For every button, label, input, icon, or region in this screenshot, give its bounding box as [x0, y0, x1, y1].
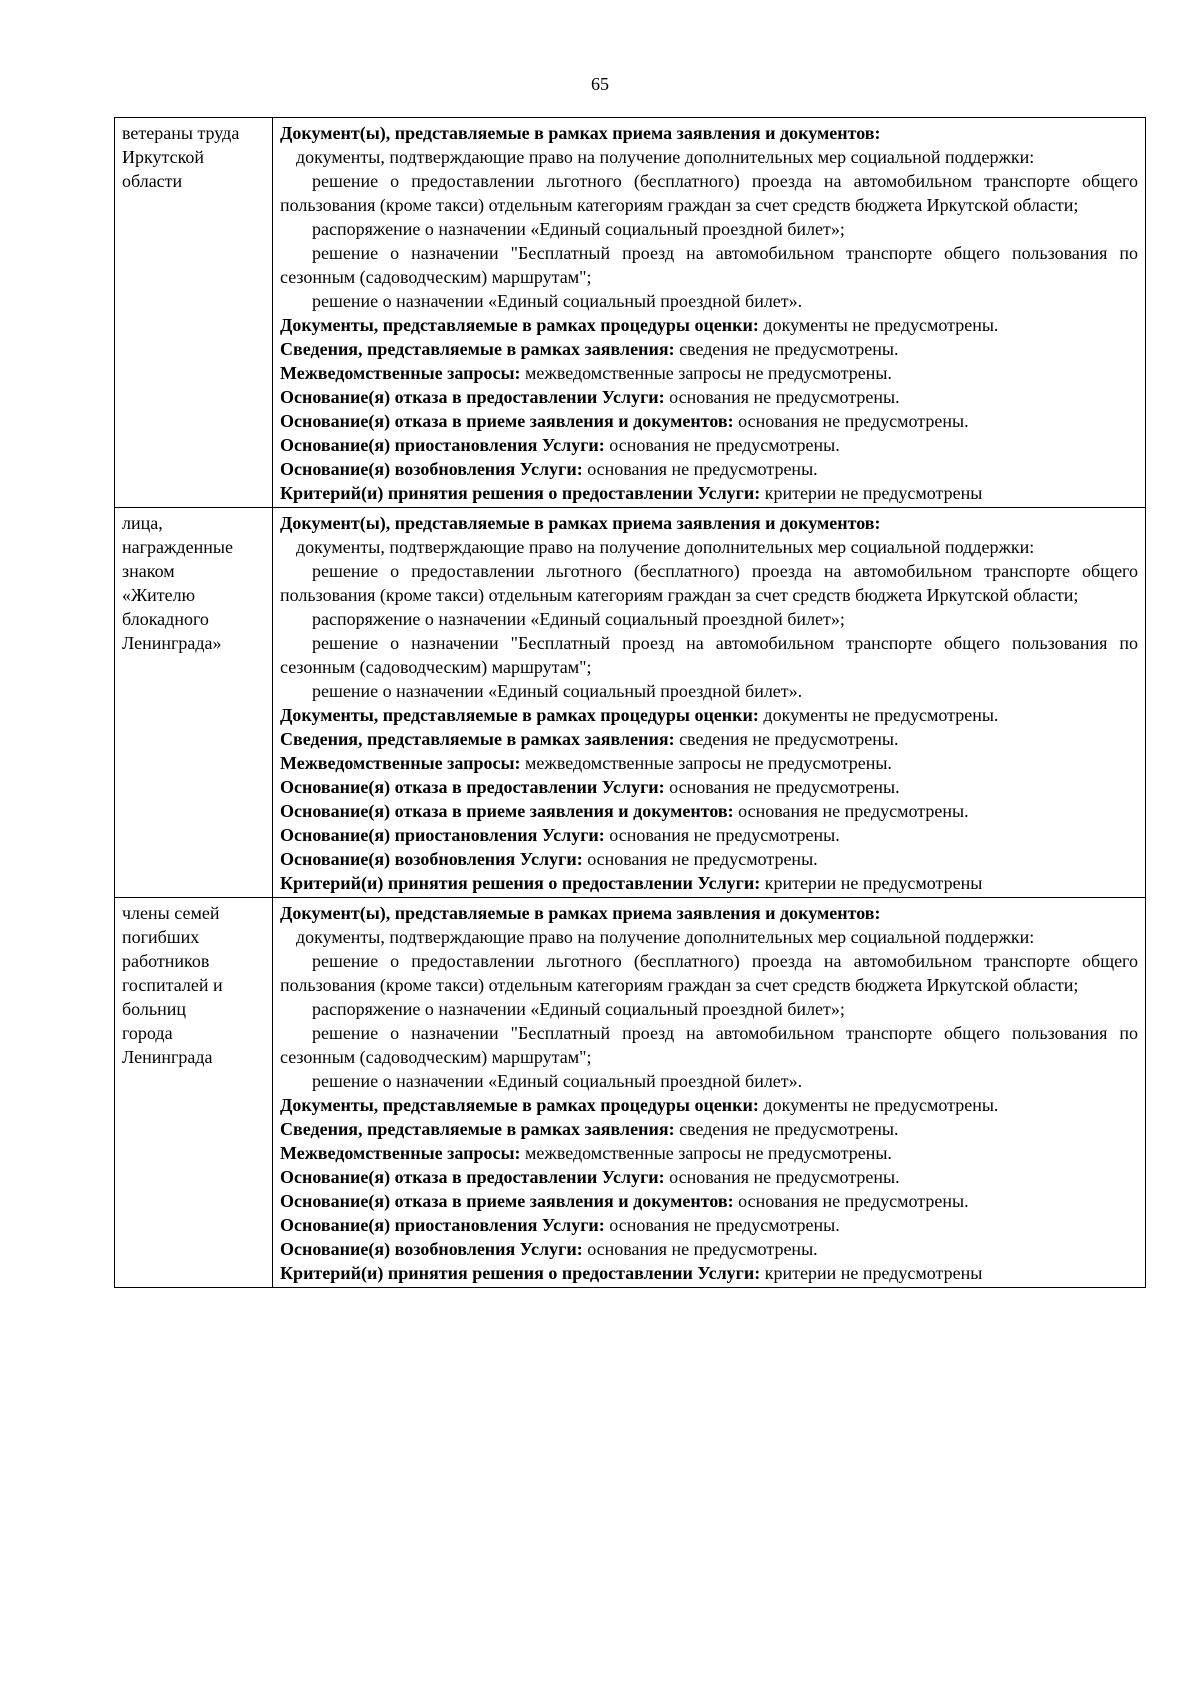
category-line: блокадного	[122, 609, 209, 629]
category-line: области	[122, 171, 183, 191]
field-line	[280, 1189, 1138, 1213]
field-value: сведения не предусмотрены.	[674, 729, 899, 749]
doc-item: решение о предоставлении льготного (бесплатного) проезда на автомобильном транспорте общего пользования (кроме такси) отдельным категориям граждан за счет средств бюджета Иркутской области;	[280, 951, 1138, 995]
field-label: Основание(я) отказа в предоставлении Услуги:	[280, 1167, 665, 1187]
category-cell	[115, 898, 273, 1288]
category-line: ветераны труда	[122, 123, 240, 143]
field-label: Основание(я) отказа в приеме заявления и документов:	[280, 1191, 734, 1211]
doc-item: решение о предоставлении льготного (бесплатного) проезда на автомобильном транспорте общего пользования (кроме такси) отдельным категориям граждан за счет средств бюджета Иркутской области;	[280, 561, 1138, 605]
category-line: члены семей	[122, 903, 220, 923]
field-label: Основание(я) возобновления Услуги:	[280, 459, 583, 479]
table-row	[115, 898, 1146, 1288]
field-line	[280, 409, 1138, 433]
field-line	[280, 433, 1138, 457]
field-line	[280, 457, 1138, 481]
field-line	[280, 361, 1138, 385]
field-line	[280, 1093, 1138, 1117]
field-value: документы не предусмотрены.	[758, 315, 999, 335]
details-cell	[273, 508, 1146, 898]
field-label: Основание(я) отказа в приеме заявления и документов:	[280, 801, 734, 821]
field-label: Основание(я) отказа в приеме заявления и документов:	[280, 411, 734, 431]
field-value: основания не предусмотрены.	[733, 1191, 969, 1211]
field-line	[280, 1141, 1138, 1165]
field-value: межведомственные запросы не предусмотрены.	[520, 1143, 892, 1163]
field-label: Межведомственные запросы:	[280, 753, 521, 773]
category-cell	[115, 118, 273, 508]
field-value: основания не предусмотрены.	[582, 1239, 818, 1259]
field-value: сведения не предусмотрены.	[674, 339, 899, 359]
docs-intro: документы, подтверждающие право на получение дополнительных мер социальной поддержки:	[296, 927, 1035, 947]
category-cell	[115, 508, 273, 898]
field-value: сведения не предусмотрены.	[674, 1119, 899, 1139]
field-label: Основание(я) приостановления Услуги:	[280, 825, 605, 845]
field-line	[280, 385, 1138, 409]
field-value: критерии не предусмотрены	[760, 873, 983, 893]
doc-item: решение о назначении «Единый социальный проездной билет».	[312, 1071, 803, 1091]
field-value: документы не предусмотрены.	[758, 705, 999, 725]
field-value: основания не предусмотрены.	[733, 411, 969, 431]
field-value: основания не предусмотрены.	[733, 801, 969, 821]
field-value: межведомственные запросы не предусмотрены.	[520, 363, 892, 383]
doc-item: распоряжение о назначении «Единый социальный проездной билет»;	[312, 999, 845, 1019]
docs-heading: Документ(ы), представляемые в рамках приема заявления и документов:	[280, 513, 881, 533]
field-value: основания не предусмотрены.	[604, 435, 840, 455]
field-label: Межведомственные запросы:	[280, 363, 521, 383]
field-value: основания не предусмотрены.	[604, 1215, 840, 1235]
category-line: больниц	[122, 999, 187, 1019]
doc-item: решение о назначении «Единый социальный проездной билет».	[312, 681, 803, 701]
field-value: документы не предусмотрены.	[758, 1095, 999, 1115]
category-line: Ленинграда	[122, 1047, 213, 1067]
field-value: основания не предусмотрены.	[664, 387, 900, 407]
table-body	[115, 118, 1146, 1288]
field-label: Критерий(и) принятия решения о предоставлении Услуги:	[280, 873, 761, 893]
field-label: Основание(я) отказа в предоставлении Услуги:	[280, 387, 665, 407]
doc-item: решение о назначении "Бесплатный проезд на автомобильном транспорте общего пользования по сезонным (садоводческим) маршрутам";	[280, 1023, 1138, 1067]
field-label: Сведения, представляемые в рамках заявления:	[280, 729, 675, 749]
category-line: погибших	[122, 927, 200, 947]
table-row	[115, 508, 1146, 898]
category-line: «Жителю	[122, 585, 196, 605]
details-cell	[273, 118, 1146, 508]
doc-item: решение о предоставлении льготного (бесплатного) проезда на автомобильном транспорте общего пользования (кроме такси) отдельным категориям граждан за счет средств бюджета Иркутской области;	[280, 171, 1138, 215]
field-line	[280, 1213, 1138, 1237]
field-line	[280, 481, 1138, 505]
doc-item: решение о назначении «Единый социальный проездной билет».	[312, 291, 803, 311]
doc-item: распоряжение о назначении «Единый социальный проездной билет»;	[312, 219, 845, 239]
field-value: критерии не предусмотрены	[760, 1263, 983, 1283]
field-line	[280, 337, 1138, 361]
field-value: основания не предусмотрены.	[664, 777, 900, 797]
category-line: лица,	[122, 513, 163, 533]
field-line	[280, 847, 1138, 871]
field-line	[280, 703, 1138, 727]
docs-heading: Документ(ы), представляемые в рамках приема заявления и документов:	[280, 903, 881, 923]
field-value: критерии не предусмотрены	[760, 483, 983, 503]
category-line: госпиталей и	[122, 975, 223, 995]
field-line	[280, 775, 1138, 799]
field-line	[280, 823, 1138, 847]
field-label: Основание(я) приостановления Услуги:	[280, 435, 605, 455]
docs-intro: документы, подтверждающие право на получение дополнительных мер социальной поддержки:	[296, 147, 1035, 167]
services-table	[114, 117, 1146, 1288]
field-line	[280, 751, 1138, 775]
category-line: награжденные	[122, 537, 233, 557]
field-label: Межведомственные запросы:	[280, 1143, 521, 1163]
field-line	[280, 871, 1138, 895]
docs-intro: документы, подтверждающие право на получение дополнительных мер социальной поддержки:	[296, 537, 1035, 557]
field-label: Сведения, представляемые в рамках заявления:	[280, 339, 675, 359]
category-line: Ленинграда»	[122, 633, 222, 653]
category-line: города	[122, 1023, 173, 1043]
field-label: Основание(я) отказа в предоставлении Услуги:	[280, 777, 665, 797]
field-label: Документы, представляемые в рамках процедуры оценки:	[280, 1095, 759, 1115]
field-line	[280, 727, 1138, 751]
category-line: Иркутской	[122, 147, 205, 167]
field-value: межведомственные запросы не предусмотрены.	[520, 753, 892, 773]
field-value: основания не предусмотрены.	[582, 849, 818, 869]
field-label: Основание(я) возобновления Услуги:	[280, 849, 583, 869]
field-label: Сведения, представляемые в рамках заявления:	[280, 1119, 675, 1139]
table-row	[115, 118, 1146, 508]
field-label: Документы, представляемые в рамках процедуры оценки:	[280, 705, 759, 725]
doc-item: распоряжение о назначении «Единый социальный проездной билет»;	[312, 609, 845, 629]
field-line	[280, 313, 1138, 337]
field-label: Документы, представляемые в рамках процедуры оценки:	[280, 315, 759, 335]
field-line	[280, 1237, 1138, 1261]
field-label: Критерий(и) принятия решения о предоставлении Услуги:	[280, 1263, 761, 1283]
field-label: Основание(я) возобновления Услуги:	[280, 1239, 583, 1259]
field-label: Критерий(и) принятия решения о предоставлении Услуги:	[280, 483, 761, 503]
category-line: работников	[122, 951, 210, 971]
details-cell	[273, 898, 1146, 1288]
doc-item: решение о назначении "Бесплатный проезд на автомобильном транспорте общего пользования по сезонным (садоводческим) маршрутам";	[280, 243, 1138, 287]
field-line	[280, 1165, 1138, 1189]
field-value: основания не предусмотрены.	[582, 459, 818, 479]
field-value: основания не предусмотрены.	[664, 1167, 900, 1187]
field-line	[280, 1261, 1138, 1285]
doc-item: решение о назначении "Бесплатный проезд на автомобильном транспорте общего пользования по сезонным (садоводческим) маршрутам";	[280, 633, 1138, 677]
field-line	[280, 799, 1138, 823]
docs-heading: Документ(ы), представляемые в рамках приема заявления и документов:	[280, 123, 881, 143]
field-label: Основание(я) приостановления Услуги:	[280, 1215, 605, 1235]
field-value: основания не предусмотрены.	[604, 825, 840, 845]
page-number: 65	[591, 74, 609, 94]
field-line	[280, 1117, 1138, 1141]
category-line: знаком	[122, 561, 175, 581]
